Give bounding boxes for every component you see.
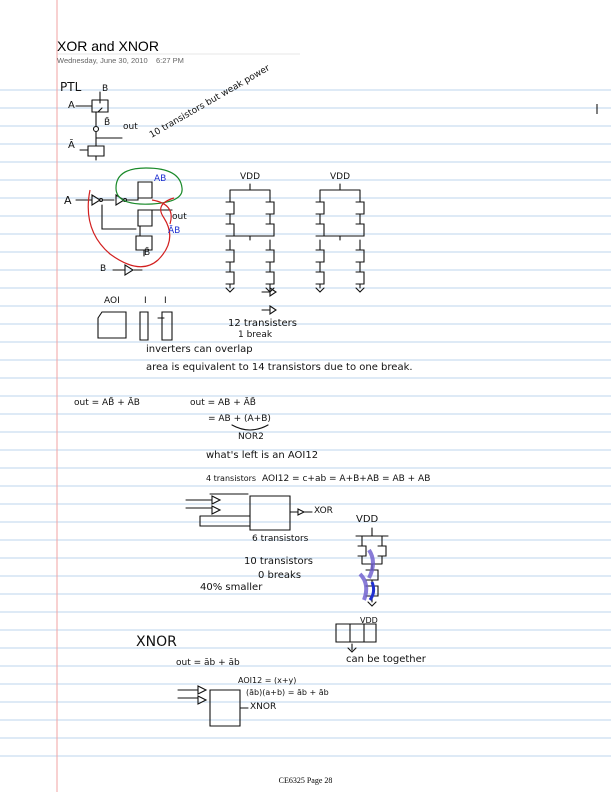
xnor-aoi12-expansion: (āb)(a+b) = āb + āb	[246, 688, 329, 697]
mux-a-label: A	[64, 194, 72, 207]
mux-bbar-label: B̄	[144, 248, 151, 258]
ptl-out-label: out	[123, 122, 138, 132]
xnor-equation: out = āb + āb	[176, 658, 240, 668]
note-date: Wednesday, June 30, 2010	[57, 56, 148, 65]
xnor-heading: XNOR	[136, 634, 177, 650]
area-note: area is equivalent to 14 transistors due to one break.	[146, 362, 413, 373]
xnor-gate-label: XNOR	[250, 702, 277, 712]
four-transistors: 4 transistors	[206, 474, 257, 483]
inverter-label-2: I	[164, 296, 167, 306]
inverter-label-1: I	[144, 296, 147, 306]
aoi12-gate-sketch	[186, 494, 312, 530]
xor-label: XOR	[314, 506, 333, 516]
vdd-label-2: VDD	[330, 172, 351, 182]
xor-rewrite-2: = AB + (A+B)	[208, 414, 271, 424]
ptl-note: 10 transistors but weak power	[148, 63, 272, 141]
forty-percent-smaller: 40% smaller	[200, 582, 263, 593]
whats-left-note: what's left is an AOI12	[206, 450, 319, 461]
ptl-b-label: B	[102, 84, 109, 94]
ptl-a-label: A	[68, 100, 75, 111]
ptl-abar-label: Ā	[68, 140, 75, 151]
small-inverters-sketch	[262, 288, 276, 314]
colored-annotations	[88, 168, 373, 600]
xor-rewrite-1: out = AB + ĀB̄	[190, 398, 256, 408]
ptl-bbar-label: B̄	[104, 118, 111, 128]
vdd-label-1: VDD	[240, 172, 261, 182]
nor2-label: NOR2	[238, 432, 264, 442]
mux-out-label: out	[172, 212, 187, 222]
xor-equation: out = AB̄ + ĀB	[74, 398, 140, 408]
ruled-lines	[0, 90, 611, 756]
mux-abar-b-label: ĀB	[168, 226, 181, 236]
ptl-heading: PTL	[60, 80, 82, 94]
twelve-transistors: 12 transisters	[228, 318, 297, 329]
inverters-overlap-note: inverters can overlap	[146, 344, 253, 355]
mux-b-label: B	[100, 264, 107, 274]
aoi-label: AOI	[104, 296, 120, 306]
vdd-label-4: VDD	[360, 616, 378, 625]
page-title: XOR and XNOR	[57, 38, 159, 54]
note-time: 6:27 PM	[156, 56, 184, 65]
vdd-label-3: VDD	[356, 514, 379, 525]
purple-highlight	[370, 582, 374, 600]
can-be-together: can be together	[346, 654, 426, 665]
mux-ab-label: AB	[154, 174, 167, 184]
aoi12-equation: AOI12 = c+ab = A+B+AB = AB + AB	[262, 474, 431, 484]
aoi-layout-sketch	[98, 312, 172, 340]
transistor-stack-2	[316, 184, 364, 292]
nor-brace	[232, 425, 268, 430]
ink-drawings	[76, 92, 388, 726]
six-transistors: 6 transistors	[252, 534, 309, 544]
page-footer: CE6325 Page 28	[278, 776, 333, 785]
xnor-aoi12: AOI12 = (x+y)	[238, 676, 297, 685]
transistor-stack-1	[226, 184, 274, 292]
one-break: 1 break	[238, 330, 273, 340]
ten-transistors: 10 transistors	[244, 556, 313, 567]
zero-breaks: 0 breaks	[258, 570, 302, 581]
